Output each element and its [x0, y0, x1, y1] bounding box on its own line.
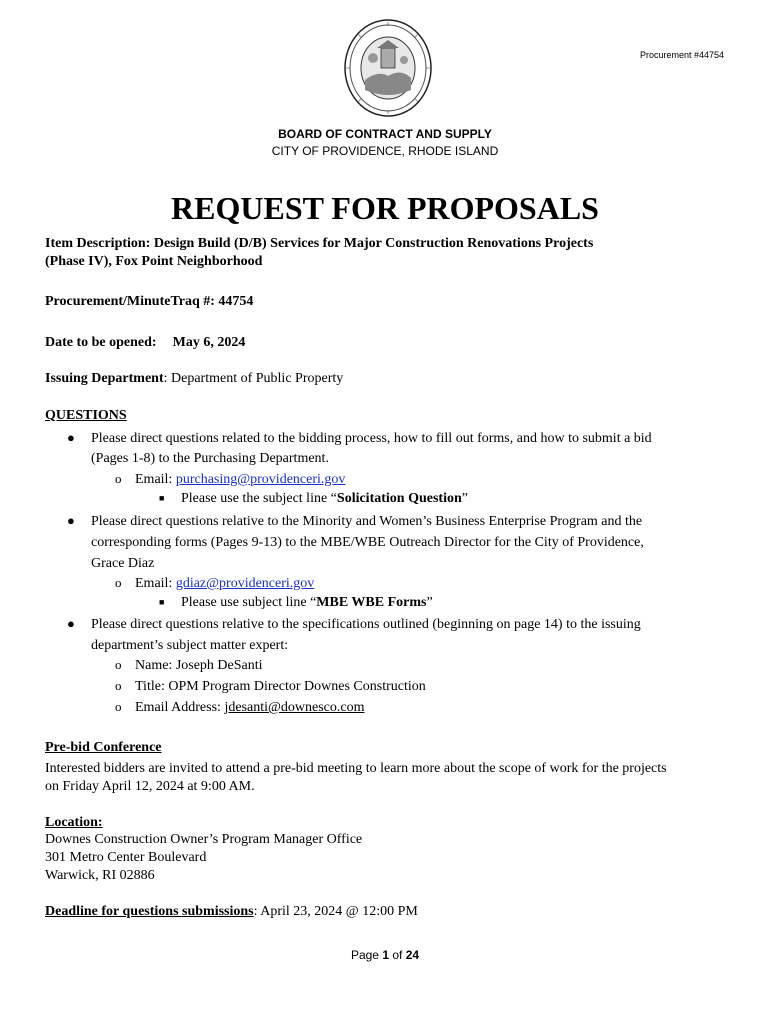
questions-b3-line1: Please direct questions relative to the specifications outlined (beginning on page 14) to the issuing: [91, 617, 641, 632]
page-title: REQUEST FOR PROPOSALS: [171, 190, 599, 226]
circle-bullet-icon: o: [115, 657, 122, 672]
subject-prefix: Please use the subject line “: [181, 491, 337, 506]
email-label: Email Address:: [135, 700, 225, 715]
subject-value: MBE WBE Forms: [316, 595, 427, 610]
location-line2: 301 Metro Center Boulevard: [45, 850, 207, 865]
issuing-department-value: : Department of Public Property: [163, 371, 344, 386]
subject-prefix: Please use subject line “: [181, 595, 317, 610]
purchasing-email-link[interactable]: purchasing@providenceri.gov: [175, 472, 346, 487]
date-opened-value: May 6, 2024: [172, 335, 246, 350]
prebid-heading: Pre-bid Conference: [45, 740, 162, 755]
mbe-email: [135, 575, 314, 593]
square-bullet-icon: ■: [159, 493, 165, 503]
circle-bullet-icon: o: [115, 678, 122, 693]
location-line1: Downes Construction Owner’s Program Manager Office: [45, 832, 363, 847]
deadline-value: : April 23, 2024 @ 12:00 PM: [253, 904, 418, 919]
questions-b2-line2: corresponding forms (Pages 9-13) to the MBE/WBE Outreach Director for the City of Providence,: [91, 535, 644, 550]
questions-b1-line1: Please direct questions related to the bidding process, how to fill out forms, and how to submit a bid: [91, 431, 652, 446]
page-word: Page: [350, 948, 383, 962]
date-opened-label: Date to be opened:: [45, 335, 157, 350]
date-opened: [45, 334, 245, 352]
subject-value: Solicitation Question: [336, 491, 462, 506]
bullet-icon: ●: [67, 616, 75, 631]
current-page: 1: [382, 948, 389, 962]
location-heading: Location:: [45, 815, 103, 830]
circle-bullet-icon: o: [115, 471, 122, 486]
deadline: [45, 903, 418, 921]
purchasing-subject-line: [181, 490, 468, 508]
questions-b3-line2: department’s subject matter expert:: [91, 638, 289, 653]
prebid-line1: Interested bidders are invited to attend a pre-bid meeting to learn more about the scope of work for the projects: [45, 761, 667, 776]
procurement-number: Procurement/MinuteTraq #: 44754: [45, 294, 254, 309]
questions-b2-line1: Please direct questions relative to the Minority and Women’s Business Enterprise Program and the: [91, 514, 643, 529]
contact-title: Title: OPM Program Director Downes Construction: [135, 679, 426, 694]
contact-email-link[interactable]: jdesanti@downesco.com: [224, 700, 365, 715]
issuing-department: [45, 370, 343, 388]
email-label: Email:: [135, 576, 176, 591]
bullet-icon: ●: [67, 513, 75, 528]
email-label: Email:: [135, 472, 176, 487]
page-number: [0, 948, 770, 962]
issuing-department-label: Issuing Department: [45, 371, 164, 386]
location-line3: Warwick, RI 02886: [45, 868, 155, 883]
item-description-line1: Item Description: Design Build (D/B) Services for Major Construction Renovations Projects: [45, 236, 594, 251]
contact-email: [135, 699, 364, 717]
prebid-line2: on Friday April 12, 2024 at 9:00 AM.: [45, 779, 255, 794]
mbe-email-link[interactable]: gdiaz@providenceri.gov: [175, 576, 315, 591]
purchasing-email: [135, 471, 345, 489]
bullet-icon: ●: [67, 430, 75, 445]
circle-bullet-icon: o: [115, 575, 122, 590]
city-name: CITY OF PROVIDENCE, RHODE ISLAND: [271, 144, 499, 158]
of-word: of: [389, 948, 406, 962]
subject-suffix: ”: [426, 595, 433, 610]
mbe-subject-line: [181, 594, 433, 612]
square-bullet-icon: ■: [159, 597, 165, 607]
questions-heading: QUESTIONS: [45, 408, 127, 423]
contact-name: Name: Joseph DeSanti: [135, 658, 263, 673]
deadline-label: Deadline for questions submissions: [45, 904, 254, 919]
questions-b2-line3: Grace Diaz: [91, 556, 155, 571]
procurement-tag: Procurement #44754: [639, 50, 724, 60]
board-name: BOARD OF CONTRACT AND SUPPLY: [278, 127, 492, 141]
city-seal-icon: [343, 18, 433, 118]
circle-bullet-icon: o: [115, 699, 122, 714]
questions-b1-line2: (Pages 1-8) to the Purchasing Department.: [91, 451, 329, 466]
item-description-line2: (Phase IV), Fox Point Neighborhood: [45, 254, 263, 269]
total-pages: 24: [405, 948, 420, 962]
subject-suffix: ”: [461, 491, 468, 506]
